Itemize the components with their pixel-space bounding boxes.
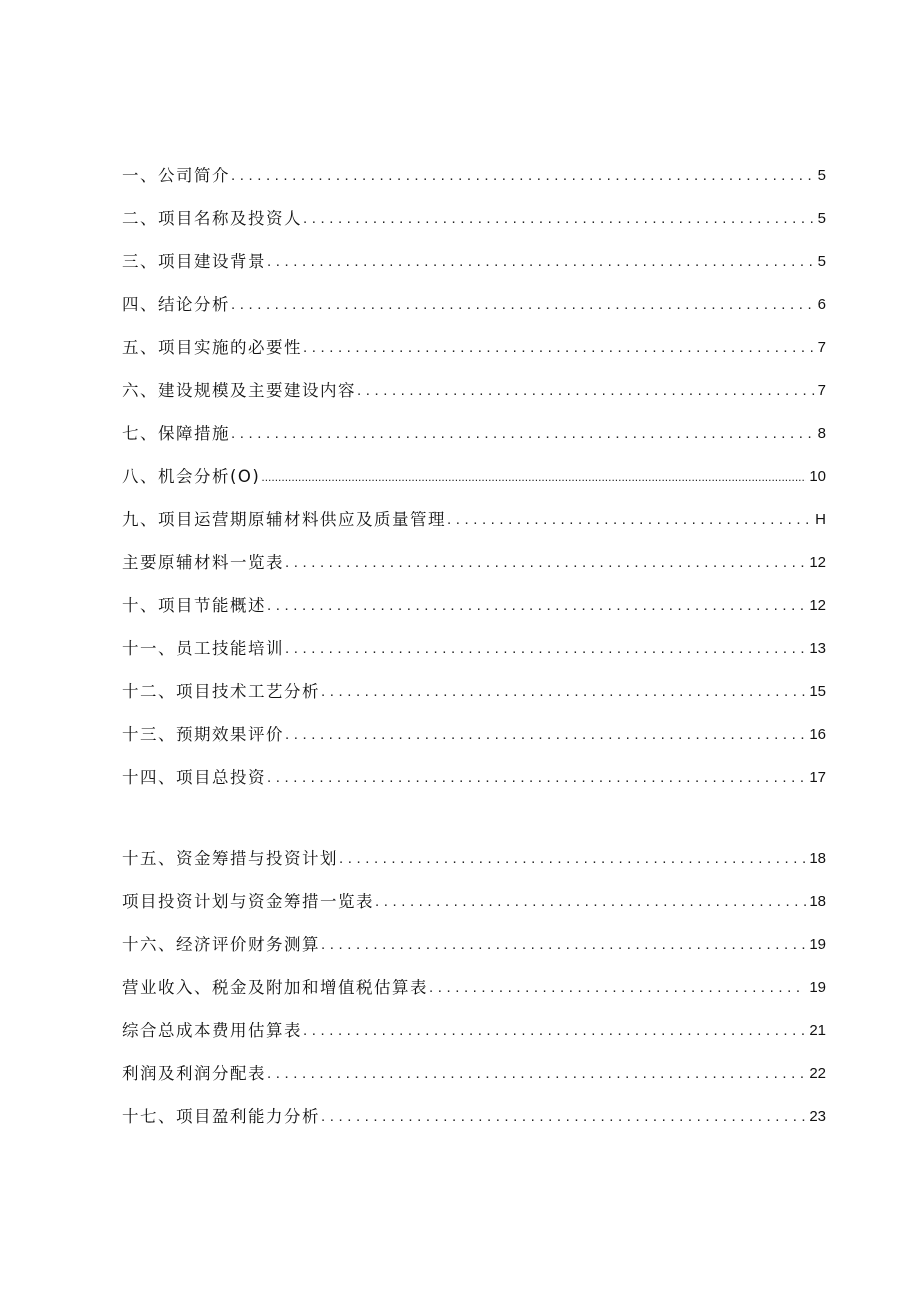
toc-entry-page: 15 <box>809 683 826 700</box>
toc-entry[interactable] <box>122 201 826 229</box>
toc-entry[interactable] <box>122 1013 826 1041</box>
dot-leader <box>267 768 806 788</box>
toc-entry-page: 7 <box>817 339 826 356</box>
dot-leader <box>231 295 815 315</box>
dot-leader <box>285 553 806 573</box>
toc-entry-page: 13 <box>809 640 826 657</box>
toc-entry[interactable] <box>122 588 826 616</box>
toc-entry-page: 8 <box>817 425 826 442</box>
dot-leader <box>231 166 815 186</box>
toc-entry-title: 十七、项目盈利能力分析 <box>122 1107 320 1126</box>
toc-entry-page: 22 <box>809 1065 826 1082</box>
toc-entry[interactable] <box>122 244 826 272</box>
dot-leader <box>303 1021 806 1041</box>
toc-entry-page: 5 <box>817 167 826 184</box>
toc-entry-title: 七、保障措施 <box>122 424 230 443</box>
toc-entry-title: 十五、资金筹措与投资计划 <box>122 849 338 868</box>
toc-entry-title: 营业收入、税金及附加和增值税估算表 <box>122 978 428 997</box>
dot-leader <box>375 892 806 912</box>
toc-entry[interactable] <box>122 287 826 315</box>
toc-entry-title: 利润及利润分配表 <box>122 1064 266 1083</box>
toc-entry[interactable] <box>122 545 826 573</box>
toc-entry-title: 十四、项目总投资 <box>122 768 266 787</box>
toc-entry[interactable] <box>122 631 826 659</box>
toc-entry[interactable] <box>122 1056 826 1084</box>
dot-leader <box>429 978 806 998</box>
toc-entry-page: 5 <box>817 210 826 227</box>
toc-entry-title: 十、项目节能概述 <box>122 596 266 615</box>
toc-entry[interactable] <box>122 330 826 358</box>
toc-entry[interactable] <box>122 459 826 487</box>
dot-leader <box>303 338 815 358</box>
toc-entry[interactable] <box>122 841 826 869</box>
dot-leader <box>231 424 815 444</box>
toc-entry[interactable] <box>122 717 826 745</box>
dot-leader <box>285 639 806 659</box>
toc-entry[interactable] <box>122 927 826 955</box>
dot-leader <box>267 596 806 616</box>
dot-leader <box>339 849 806 869</box>
toc-entry-page: 19 <box>809 936 826 953</box>
toc-entry-title: 三、项目建设背景 <box>122 252 266 271</box>
toc-entry-title: 四、结论分析 <box>122 295 230 314</box>
dot-leader <box>303 209 815 229</box>
toc-entry[interactable] <box>122 674 826 702</box>
toc-entry-page: 12 <box>809 554 826 571</box>
toc-entry-page: 16 <box>809 726 826 743</box>
toc-entry[interactable] <box>122 760 826 788</box>
dot-leader <box>321 1107 806 1127</box>
toc-entry-page: 6 <box>817 296 826 313</box>
toc-entry-title: 六、建设规模及主要建设内容 <box>122 381 356 400</box>
toc-entry-page: H <box>815 511 826 528</box>
toc-entry[interactable] <box>122 158 826 186</box>
toc-entry-title: 一、公司简介 <box>122 166 230 185</box>
toc-entry-page: 12 <box>809 597 826 614</box>
toc-entry-title: 十六、经济评价财务测算 <box>122 935 320 954</box>
toc-entry-title: 综合总成本费用估算表 <box>122 1021 302 1040</box>
toc-entry-page: 5 <box>817 253 826 270</box>
toc-entry[interactable] <box>122 373 826 401</box>
toc-entry-title: 十一、员工技能培训 <box>122 639 284 658</box>
toc-entry-title: 主要原辅材料一览表 <box>122 553 284 572</box>
toc-entry[interactable] <box>122 970 826 998</box>
dot-leader <box>321 935 806 955</box>
dot-leader <box>267 252 815 272</box>
dot-leader <box>285 725 806 745</box>
dot-leader <box>447 510 812 530</box>
toc-entry-page: 23 <box>809 1108 826 1125</box>
toc-entry-title: 二、项目名称及投资人 <box>122 209 302 228</box>
toc-entry-title: 八、机会分析(O) <box>122 467 261 486</box>
toc-entry-title: 九、项目运营期原辅材料供应及质量管理 <box>122 510 446 529</box>
toc-entry-page: 21 <box>809 1022 826 1039</box>
dot-leader <box>321 682 806 702</box>
dot-leader <box>261 467 806 487</box>
toc-entry-page: 7 <box>817 382 826 399</box>
toc-entry-title: 十三、预期效果评价 <box>122 725 284 744</box>
toc-entry-page: 18 <box>809 850 826 867</box>
dot-leader <box>267 1064 806 1084</box>
toc-entry-page: 19 <box>809 979 826 996</box>
toc-entry-title: 五、项目实施的必要性 <box>122 338 302 357</box>
toc-entry-page: 18 <box>809 893 826 910</box>
dot-leader <box>357 381 815 401</box>
toc-entry-title: 十二、项目技术工艺分析 <box>122 682 320 701</box>
toc-entry[interactable] <box>122 502 826 530</box>
toc-entry-page: 10 <box>809 468 826 485</box>
toc-entry[interactable] <box>122 1099 826 1127</box>
toc-entry-page: 17 <box>809 769 826 786</box>
toc-entry-title: 项目投资计划与资金筹措一览表 <box>122 892 374 911</box>
toc-entry[interactable] <box>122 884 826 912</box>
toc-entry[interactable] <box>122 416 826 444</box>
